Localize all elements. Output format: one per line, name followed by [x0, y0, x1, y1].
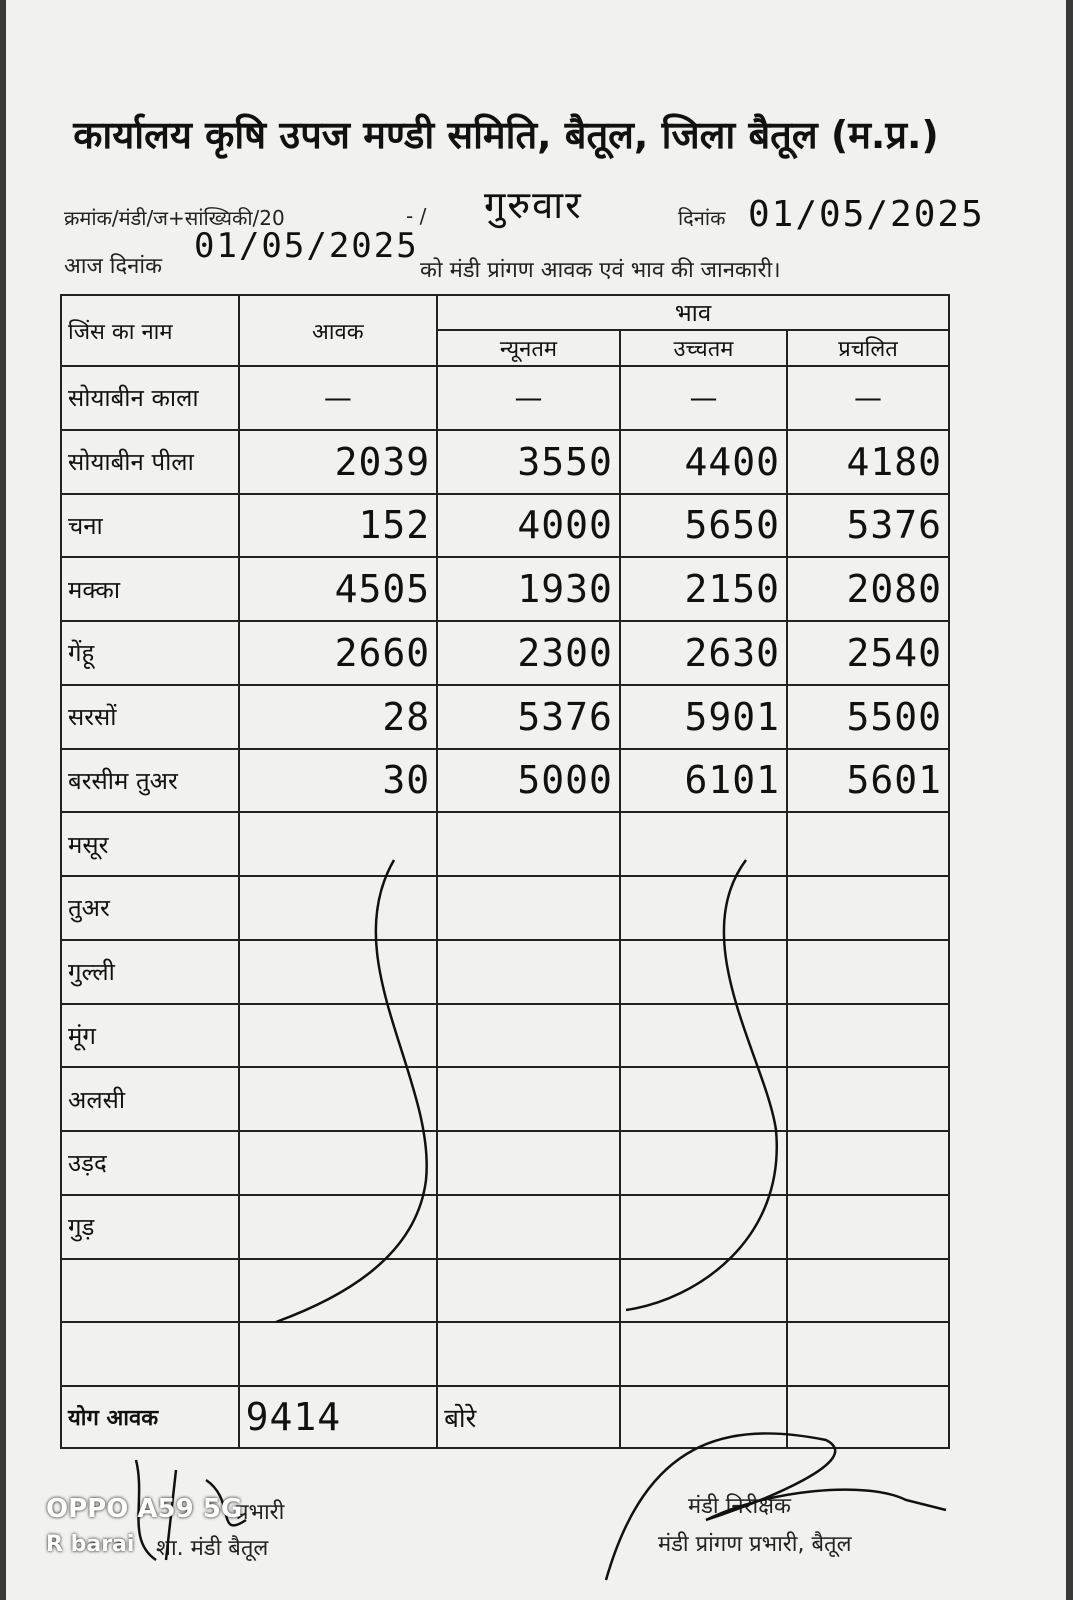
right-signatory-office: मंडी प्रांगण प्रभारी, बैतूल [658, 1532, 852, 1557]
total-arrival-value: 9414 [239, 1386, 437, 1448]
crop-name-cell: मूंग [61, 1004, 239, 1068]
column-prevailing-price: प्रचलित [787, 330, 949, 366]
min-price-cell: 1930 [437, 557, 620, 621]
prevailing-price-cell: 5376 [787, 494, 949, 558]
signatures [6, 0, 1066, 1600]
right-signatory-title: मंडी निरीक्षक [688, 1494, 791, 1519]
total-label: योग आवक [61, 1386, 239, 1448]
date-value-handwritten: 01/05/2025 [748, 194, 985, 235]
crop-name-cell: अलसी [61, 1067, 239, 1131]
column-arrival: आवक [239, 295, 437, 366]
crop-name-cell: मक्का [61, 557, 239, 621]
crop-name-cell: चना [61, 494, 239, 558]
today-label: आज दिनांक [64, 254, 162, 279]
prevailing-price-cell: 2080 [787, 557, 949, 621]
prevailing-price-cell: — [787, 366, 949, 430]
max-price-cell: 2630 [620, 621, 787, 685]
min-price-cell: 5000 [437, 749, 620, 813]
arrival-cell: 30 [239, 749, 437, 813]
user-watermark: R barai [46, 1532, 135, 1557]
prevailing-price-cell: 5500 [787, 685, 949, 749]
prevailing-price-cell: 4180 [787, 430, 949, 494]
today-suffix: को मंडी प्रांगण आवक एवं भाव की जानकारी। [420, 258, 781, 283]
left-signatory-title: प्रभारी [236, 1500, 285, 1525]
min-price-cell: 2300 [437, 621, 620, 685]
column-crop-name: जिंस का नाम [61, 295, 239, 366]
date-label: दिनांक [678, 206, 726, 230]
max-price-cell: 2150 [620, 557, 787, 621]
min-price-cell: 4000 [437, 494, 620, 558]
crop-name-cell: गुल्ली [61, 940, 239, 1004]
left-signatory-office: शा. मंडी बैतूल [156, 1536, 269, 1561]
max-price-cell: — [620, 366, 787, 430]
today-date-handwritten: 01/05/2025 [194, 226, 419, 266]
min-price-cell: 5376 [437, 685, 620, 749]
crop-name-cell: मसूर [61, 812, 239, 876]
office-title: कार्यालय कृषि उपज मण्डी समिति, बैतूल, जिला बैतूल (म.प्र.) [73, 113, 939, 157]
total-unit: बोरे [437, 1386, 620, 1448]
mandi-report-sheet [6, 0, 1066, 1600]
max-price-cell: 4400 [620, 430, 787, 494]
crop-name-cell: सोयाबीन काला [61, 366, 239, 430]
prevailing-price-cell: 2540 [787, 621, 949, 685]
max-price-cell: 6101 [620, 749, 787, 813]
min-price-cell: 3550 [437, 430, 620, 494]
prevailing-price-cell: 5601 [787, 749, 949, 813]
column-max-price: उच्चतम [620, 330, 787, 366]
arrival-cell: 2039 [239, 430, 437, 494]
crop-name-cell: गुड़ [61, 1195, 239, 1259]
arrival-cell: 28 [239, 685, 437, 749]
column-min-price: न्यूनतम [437, 330, 620, 366]
arrival-cell: 2660 [239, 621, 437, 685]
camera-watermark: OPPO A59 5G [46, 1494, 243, 1524]
reference-separator: - / [406, 204, 427, 228]
crop-name-cell: तुअर [61, 876, 239, 940]
column-price-group: भाव [437, 295, 949, 330]
crop-name-cell: बरसीम तुअर [61, 749, 239, 813]
crop-name-cell: सोयाबीन पीला [61, 430, 239, 494]
reference-number: क्रमांक/मंडी/ज+सांख्यिकी/20 [64, 206, 285, 230]
crop-name-cell: गेंहू [61, 621, 239, 685]
weekday-handwritten: गुरुवार [484, 183, 583, 227]
arrival-cell: 152 [239, 494, 437, 558]
max-price-cell: 5901 [620, 685, 787, 749]
crop-name-cell: उड़द [61, 1131, 239, 1195]
min-price-cell: — [437, 366, 620, 430]
arrival-cell: — [239, 366, 437, 430]
crop-name-cell: सरसों [61, 685, 239, 749]
max-price-cell: 5650 [620, 494, 787, 558]
arrival-cell: 4505 [239, 557, 437, 621]
